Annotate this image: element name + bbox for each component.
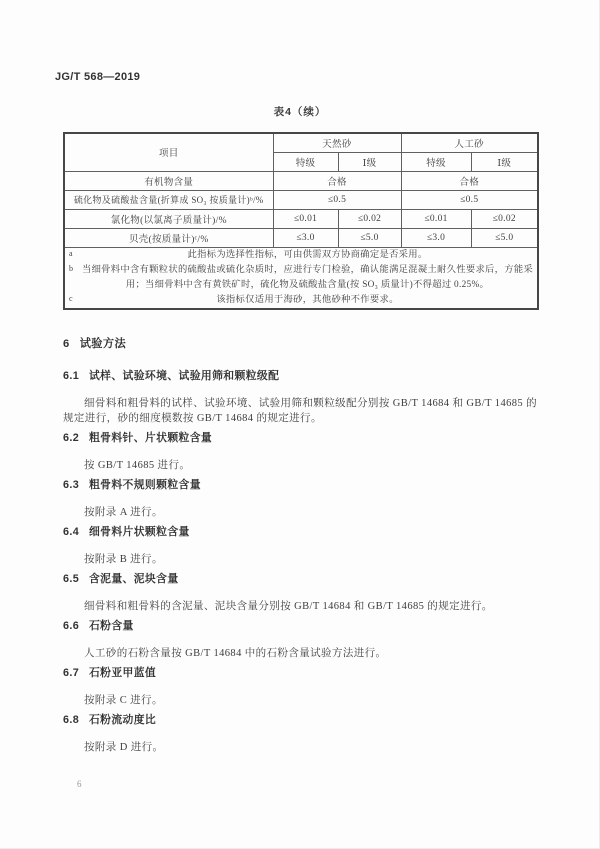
row-label: 贝壳(按质量计)ᶜ/% bbox=[64, 228, 273, 247]
page-number: 6 bbox=[77, 779, 82, 789]
footnote-b-text: 当细骨料中含有颗粒状的硫酸盐或硫化杂质时，应进行专门检验，确认能满足混凝土耐久性要求后，方能采用；当细骨料中含有黄铁矿时，硫化物及硫酸盐含量(按 SO₃ 质量计)不得超过 0.25%。 bbox=[81, 264, 534, 290]
section-number: 6.3 bbox=[63, 478, 80, 491]
row-value: ≤0.01 bbox=[273, 209, 338, 228]
row-label: 有机物含量 bbox=[64, 171, 273, 190]
row-value: ≤3.0 bbox=[273, 228, 338, 247]
table-row bbox=[64, 171, 538, 190]
row-value: ≤0.5 bbox=[401, 190, 538, 209]
section-heading bbox=[63, 431, 537, 446]
footnote-b bbox=[67, 263, 535, 293]
footnote-a-text: 此指标为选择性指标，可由供需双方协商确定是否采用。 bbox=[187, 249, 428, 260]
section bbox=[63, 666, 537, 708]
section-title: 细骨料片状颗粒含量 bbox=[88, 525, 190, 538]
section-body: 按 GB/T 14685 进行。 bbox=[84, 459, 191, 471]
section-title: 石粉亚甲蓝值 bbox=[88, 666, 157, 679]
section bbox=[63, 525, 537, 567]
section-number: 6.8 bbox=[63, 713, 80, 726]
section-body: 按附录 D 进行。 bbox=[84, 741, 164, 753]
header-grade-one-1: Ⅰ级 bbox=[338, 152, 401, 171]
footnote-c bbox=[67, 293, 535, 308]
header-grade-special-1: 特级 bbox=[273, 152, 338, 171]
footnote-a bbox=[67, 248, 535, 263]
section-title: 含泥量、泥块含量 bbox=[88, 572, 179, 585]
section-body: 按附录 B 进行。 bbox=[84, 553, 163, 565]
section-number: 6.4 bbox=[63, 525, 80, 538]
section-body: 细骨料和粗骨料的试样、试验环境、试验用筛和颗粒级配分别按 GB/T 14684 和 GB/T 14685 的规定进行，砂的细度模数按 GB/T 14684 的规定进行。 bbox=[63, 397, 537, 424]
section bbox=[63, 713, 537, 755]
section-heading bbox=[63, 478, 537, 493]
section bbox=[63, 369, 537, 426]
section-number: 6 bbox=[63, 337, 70, 350]
table-footnotes-row bbox=[64, 247, 538, 309]
section-number: 6.7 bbox=[63, 666, 80, 679]
section bbox=[63, 431, 537, 473]
section bbox=[63, 337, 537, 352]
section bbox=[63, 572, 537, 614]
standard-code: JG/T 568—2019 bbox=[55, 71, 141, 83]
section-number: 6.6 bbox=[63, 619, 80, 632]
section-title: 试样、试验环境、试验用筛和颗粒级配 bbox=[88, 369, 280, 382]
section-title: 粗骨料针、片状颗粒含量 bbox=[88, 431, 213, 444]
section-body: 人工砂的石粉含量按 GB/T 14684 中的石粉含量试验方法进行。 bbox=[84, 647, 387, 659]
section-heading bbox=[63, 337, 537, 352]
section-title: 石粉流动度比 bbox=[88, 713, 157, 726]
row-value: 合格 bbox=[273, 171, 401, 190]
footnote-c-text: 该指标仅适用于海砂，其他砂种不作要求。 bbox=[216, 294, 399, 305]
header-natural-sand: 天然砂 bbox=[273, 133, 401, 152]
footnote-a-marker: a bbox=[69, 248, 73, 258]
section-heading bbox=[63, 666, 537, 681]
row-label: 硫化物及硫酸盐含量(折算成 SO₃ 按质量计)ᵇ/% bbox=[64, 190, 273, 209]
header-grade-special-2: 特级 bbox=[401, 152, 471, 171]
section-number: 6.5 bbox=[63, 572, 80, 585]
table-row bbox=[64, 209, 538, 228]
row-value: ≤5.0 bbox=[471, 228, 538, 247]
table-row bbox=[64, 190, 538, 209]
footnote-b-marker: b bbox=[69, 263, 74, 273]
table-caption: 表4（续） bbox=[273, 106, 327, 118]
section-body: 按附录 A 进行。 bbox=[84, 506, 163, 518]
footnote-c-marker: c bbox=[69, 293, 73, 303]
section-heading bbox=[63, 572, 537, 587]
row-value: ≤0.01 bbox=[401, 209, 471, 228]
table-row bbox=[64, 228, 538, 247]
row-value: 合格 bbox=[401, 171, 538, 190]
section-title: 石粉含量 bbox=[88, 619, 134, 632]
header-grade-one-2: Ⅰ级 bbox=[471, 152, 538, 171]
section-heading bbox=[63, 619, 537, 634]
section-title: 试验方法 bbox=[79, 337, 127, 350]
section-number: 6.2 bbox=[63, 431, 80, 444]
section-title: 粗骨料不规则颗粒含量 bbox=[88, 478, 201, 491]
page-content bbox=[63, 104, 537, 760]
header-item: 项目 bbox=[64, 133, 273, 171]
header-artificial-sand: 人工砂 bbox=[401, 133, 538, 152]
requirements-table bbox=[63, 132, 539, 310]
section-heading bbox=[63, 369, 537, 384]
row-label: 氯化物(以氯离子质量计)/% bbox=[64, 209, 273, 228]
table-footnotes bbox=[64, 247, 538, 309]
row-value: ≤0.02 bbox=[338, 209, 401, 228]
section-body: 细骨料和粗骨料的含泥量、泥块含量分别按 GB/T 14684 和 GB/T 14685 的规定进行。 bbox=[84, 600, 493, 612]
section-heading bbox=[63, 525, 537, 540]
section-number: 6.1 bbox=[63, 369, 80, 382]
table-header-row-groups bbox=[64, 133, 538, 152]
row-value: ≤0.5 bbox=[273, 190, 401, 209]
section bbox=[63, 619, 537, 661]
section bbox=[63, 478, 537, 520]
section-body: 按附录 C 进行。 bbox=[84, 694, 163, 706]
row-value: ≤0.02 bbox=[471, 209, 538, 228]
section-heading bbox=[63, 713, 537, 728]
row-value: ≤3.0 bbox=[401, 228, 471, 247]
test-methods-sections bbox=[63, 337, 537, 755]
row-value: ≤5.0 bbox=[338, 228, 401, 247]
